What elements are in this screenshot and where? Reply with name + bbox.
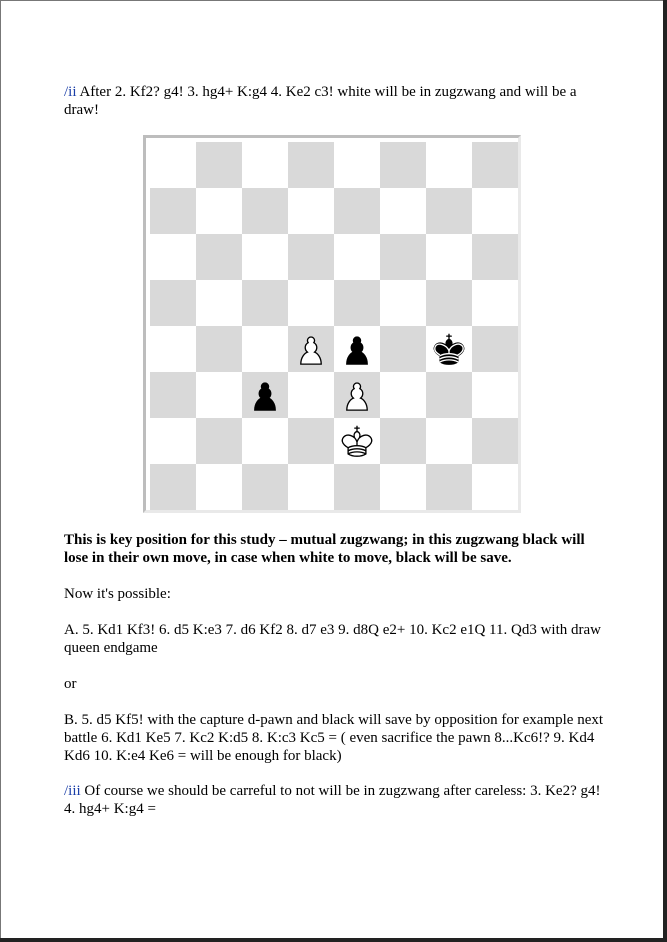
note-ii-paragraph (64, 83, 609, 119)
square-f4 (380, 326, 426, 372)
square-f3 (380, 372, 426, 418)
square-f5 (380, 280, 426, 326)
white-pawn-icon (288, 326, 334, 372)
square-d8 (288, 142, 334, 188)
square-a6 (150, 234, 196, 280)
square-g5 (426, 280, 472, 326)
square-g2 (426, 418, 472, 464)
square-b1 (196, 464, 242, 510)
square-g7 (426, 188, 472, 234)
square-b8 (196, 142, 242, 188)
square-a1 (150, 464, 196, 510)
square-d3 (288, 372, 334, 418)
note-ii-text: After 2. Kf2? g4! 3. hg4+ K:g4 4. Ke2 c3! white will be in zugzwang and will be a draw! (64, 84, 577, 118)
white-pawn-icon (334, 372, 380, 418)
square-f1 (380, 464, 426, 510)
square-f2 (380, 418, 426, 464)
square-b4 (196, 326, 242, 372)
square-e7 (334, 188, 380, 234)
square-h6 (472, 234, 518, 280)
square-g1 (426, 464, 472, 510)
now-possible-text: Now it's possible: (64, 586, 171, 602)
square-h1 (472, 464, 518, 510)
square-b2 (196, 418, 242, 464)
square-d6 (288, 234, 334, 280)
note-ii-ref[interactable]: /ii (64, 84, 77, 100)
square-c2 (242, 418, 288, 464)
key-position-text: This is key position for this study – mutual zugzwang; in this zugzwang black will lose in their own move, in case when white to move, black will be save. (64, 532, 585, 566)
line-b-text: B. 5. d5 Kf5! with the capture d-pawn and black will save by opposition for example next battle 6. Kd1 Ke5 7. Kc2 K:d5 8. K:c3 Kc5 = ( even sacrifice the pawn 8...Kc6!? 9. Kd4 Kd6 10. K:e4 Ke6 = will be enough for black) (64, 712, 604, 764)
square-b5 (196, 280, 242, 326)
square-a7 (150, 188, 196, 234)
line-a-text: A. 5. Kd1 Kf3! 6. d5 K:e3 7. d6 Kf2 8. d7 e3 9. d8Q e2+ 10. Kc2 e1Q 11. Qd3 with draw queen endgame (64, 622, 601, 656)
square-e8 (334, 142, 380, 188)
square-d2 (288, 418, 334, 464)
note-iii-text: Of course we should be carreful to not will be in zugzwang after careless: 3. Ke2? g4! 4. hg4+ K:g4 = (64, 783, 601, 817)
square-b3 (196, 372, 242, 418)
square-c7 (242, 188, 288, 234)
square-e5 (334, 280, 380, 326)
note-iii-ref[interactable]: /iii (64, 783, 81, 799)
square-f8 (380, 142, 426, 188)
square-h2 (472, 418, 518, 464)
square-g6 (426, 234, 472, 280)
square-a2 (150, 418, 196, 464)
square-h4 (472, 326, 518, 372)
square-d7 (288, 188, 334, 234)
square-d1 (288, 464, 334, 510)
square-c4 (242, 326, 288, 372)
square-a5 (150, 280, 196, 326)
square-d5 (288, 280, 334, 326)
square-h3 (472, 372, 518, 418)
square-c8 (242, 142, 288, 188)
square-h8 (472, 142, 518, 188)
square-b7 (196, 188, 242, 234)
or-text: or (64, 676, 77, 692)
square-f7 (380, 188, 426, 234)
square-e6 (334, 234, 380, 280)
square-a8 (150, 142, 196, 188)
square-b6 (196, 234, 242, 280)
white-king-icon (334, 418, 380, 464)
chess-board-squares (150, 142, 518, 510)
square-g8 (426, 142, 472, 188)
black-pawn-icon (242, 372, 288, 418)
black-pawn-icon (334, 326, 380, 372)
note-iii-paragraph (64, 782, 609, 818)
square-c1 (242, 464, 288, 510)
square-a4 (150, 326, 196, 372)
square-a3 (150, 372, 196, 418)
square-c5 (242, 280, 288, 326)
chess-board (143, 135, 521, 513)
square-h7 (472, 188, 518, 234)
black-king-icon (426, 326, 472, 372)
square-c6 (242, 234, 288, 280)
square-h5 (472, 280, 518, 326)
square-g3 (426, 372, 472, 418)
square-e1 (334, 464, 380, 510)
square-f6 (380, 234, 426, 280)
